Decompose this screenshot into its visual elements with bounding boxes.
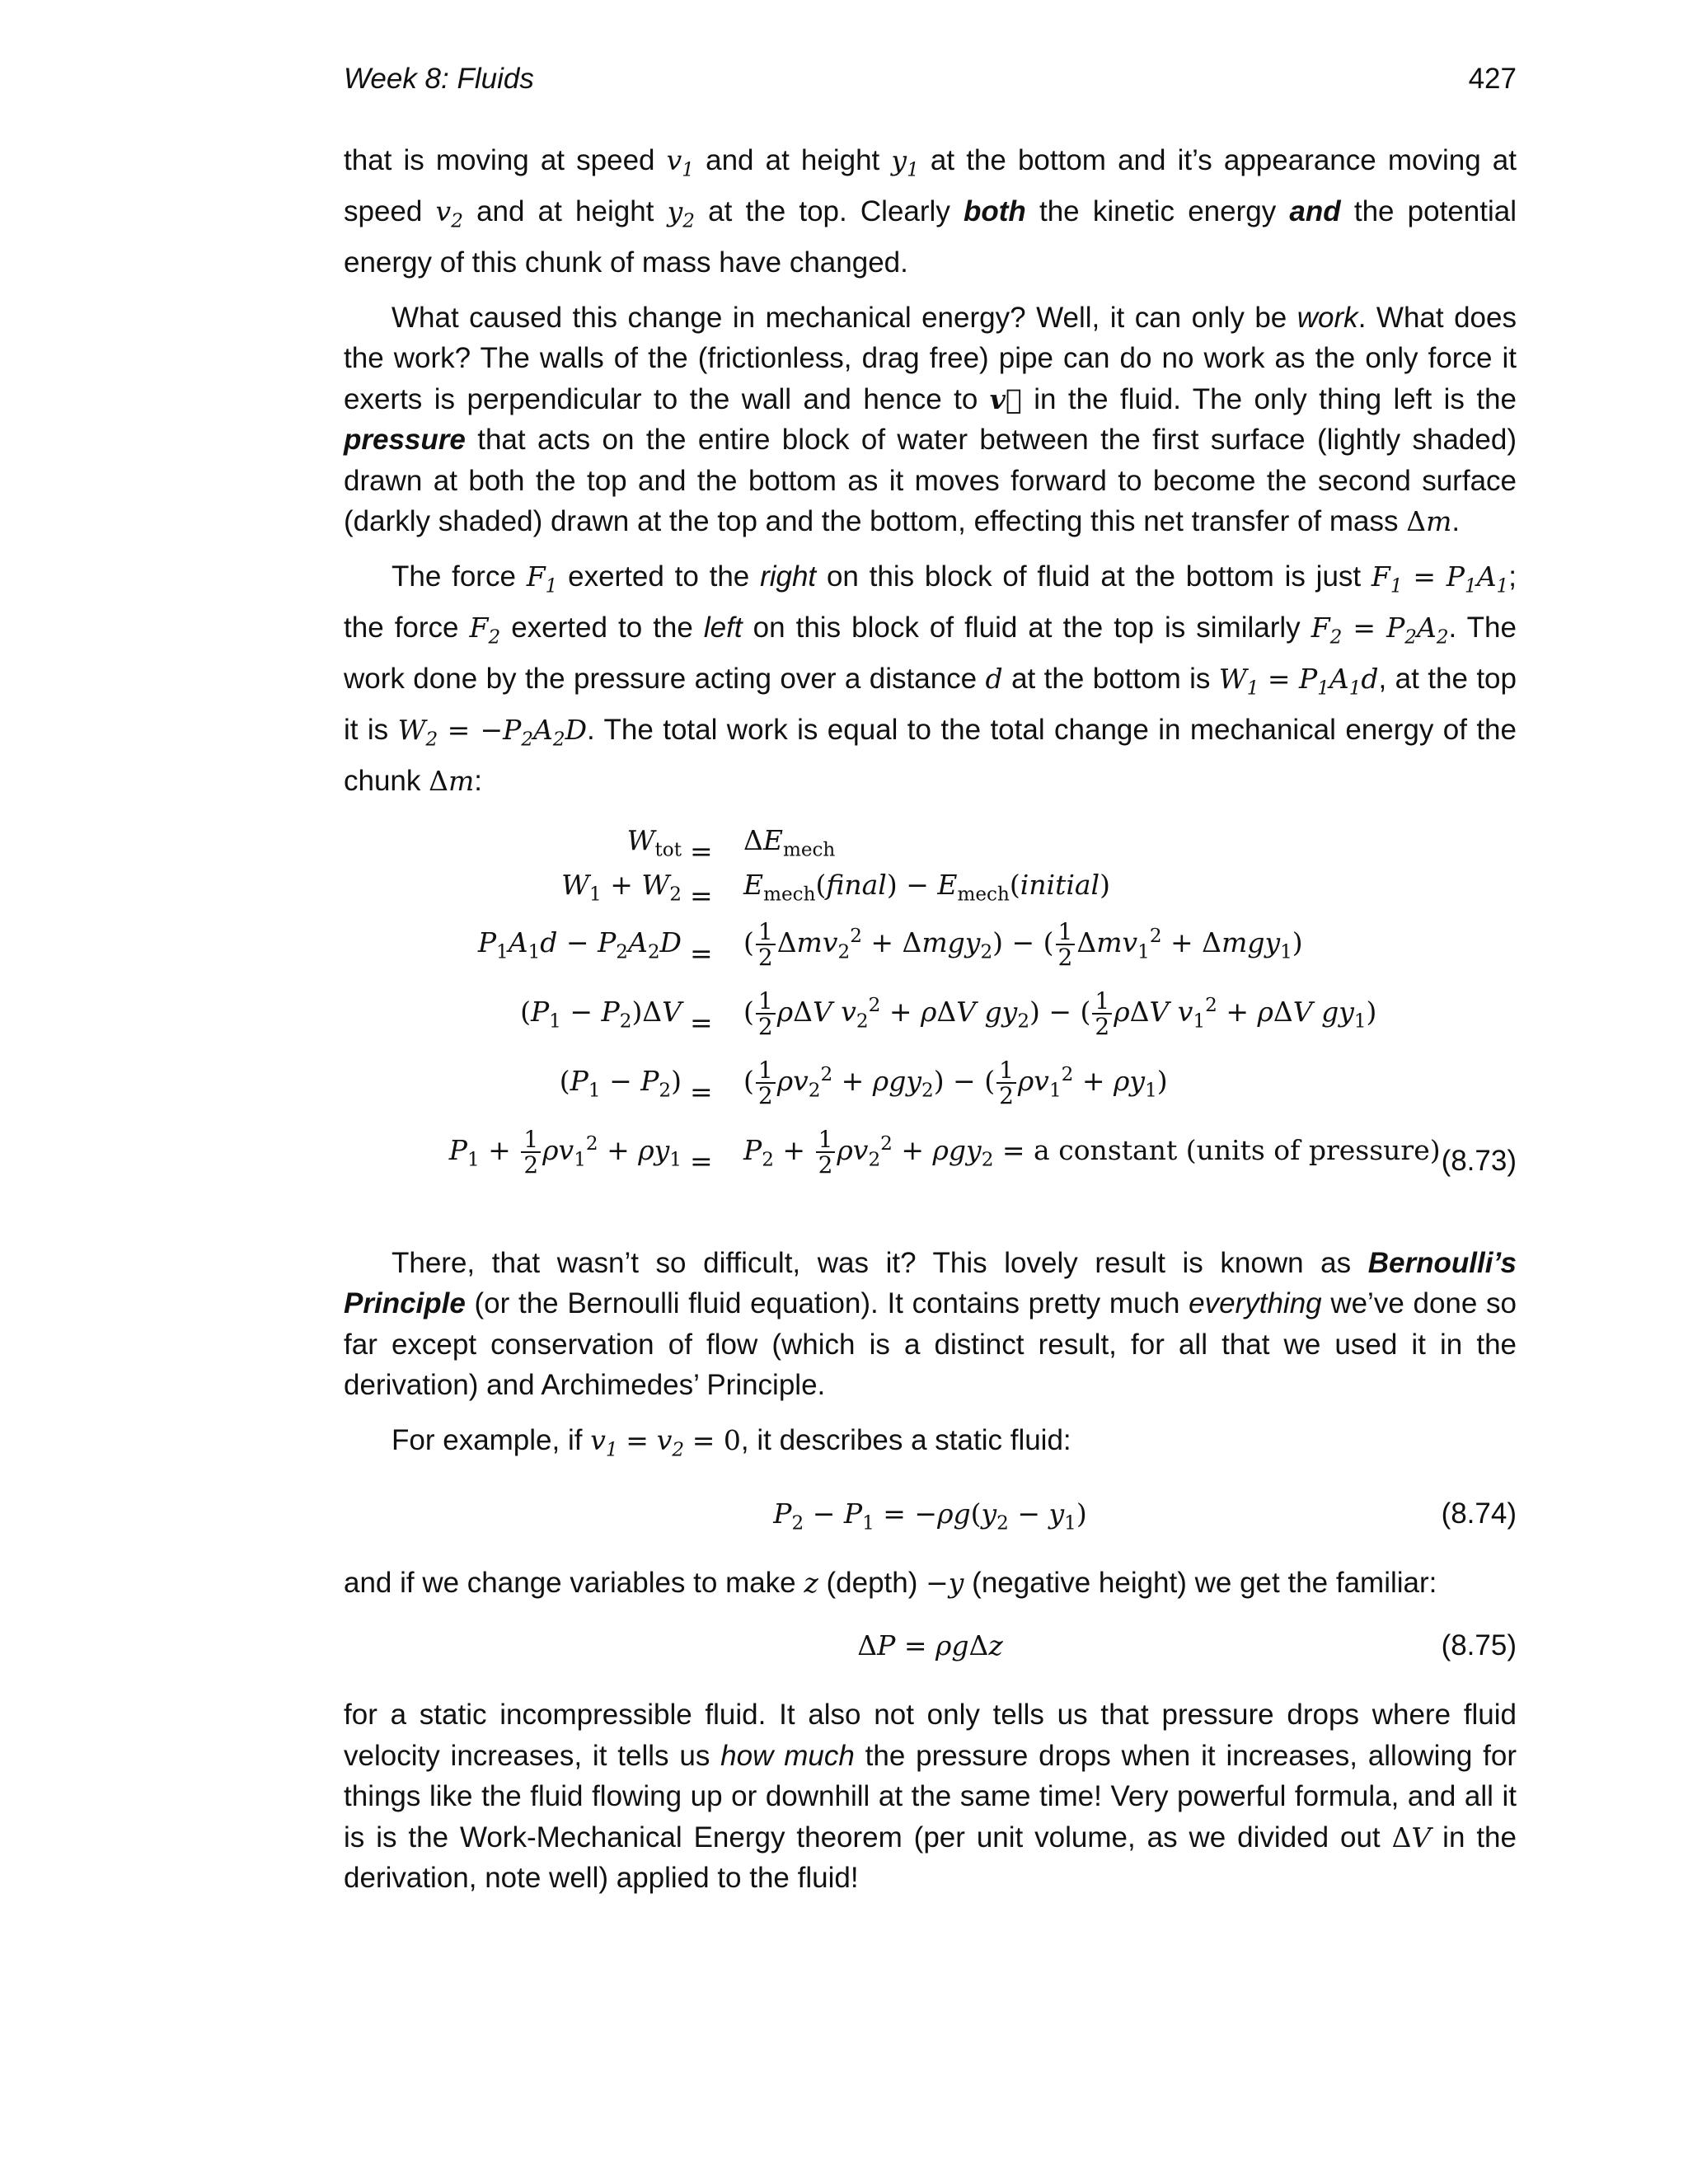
equation-8-74: $P_2 - P_1 = -\rho g(y_2 - y_1)$ (8.74) (344, 1485, 1517, 1546)
paragraph-1: that is moving at speed $v_1$ and at height $y_1$ at the bottom and it’s appearance moving at speed $v_2$ and at height $y_2$ at the top. Clearly both the kinetic energy and the potential energy of this chunk of mass have changed. (344, 144, 1517, 279)
paragraph-7: for a static incompressible fluid. It also not only tells us that pressure drops where fluid velocity increases, it tells us how much the pressure drops when it increases, allowing for things like the fluid flowing up or downhill at the same time! Very powerful formula, and all it is is the Work-Mechanical Energy theorem (per unit volume, as we divided out ΔV in the derivation, note well) applied to the fluid! (344, 1699, 1517, 1895)
paragraph-6: and if we change variables to make z (depth) −y (negative height) we get the familiar: (344, 1566, 1437, 1599)
equation-number-8-74: (8.74) (1441, 1497, 1517, 1530)
page-number: 427 (1468, 63, 1517, 95)
equation-number-8-75: (8.75) (1441, 1629, 1517, 1662)
page-header (344, 63, 1517, 104)
equation-line-2: $W_1 + W_2$ = $E_{mech}(final)$ − $E_{mech}(initial)$ (561, 869, 1110, 912)
paragraph-4: There, that wasn’t so difficult, was it? This lovely result is known as Bernoulli’s Principle (or the Bernoulli fluid equation). It contains pretty much everything we’ve done so far except conservation of flow (which is a distinct result, for all that we used it in the derivation) and Archimedes’ Principle. (344, 1246, 1517, 1402)
paragraph-3: The force $F_1$ exerted to the right on this block of fluid at the bottom is just $F_1 = P_1A_1$; the force $F_2$ exerted to the left on this block of fluid at the top is similarly $F_2 = P_2A_2$. The work done by the pressure acting over a distance d at the bottom is $W_1 = P_1A_1d$, at the top it is $W_2 = -P_2A_2D$. The total work is equal to the total change in mechanical energy of the chunk Δm: (344, 560, 1517, 798)
constant-text: a constant (units of pressure) (1034, 1134, 1441, 1167)
equation-8-75: ΔP = ρgΔz (8.75) (344, 1617, 1517, 1678)
page-body (344, 140, 1517, 1913)
equation-line-6: $P_1$ + $\frac{1}{2}$ $\rho v_1^2 + \rho y_1$ = $P_2$ + $\frac{1}{2}$ $\rho v_2^2 + \rho gy_2 = a$ constant (units of pressure) (8.73) (344, 1132, 1517, 1190)
running-title: Week 8: Fluids (344, 63, 534, 95)
equation-line-5: $(P_1 - P_2)$ = ( $\frac{1}{2}$ $\rho v_2^2 + \rho gy_2$) − ( $\frac{1}{2}$ $\rho v_1^2 + \rho y_1$) (559, 1057, 1168, 1110)
equation-number-8-73: (8.73) (1441, 1145, 1517, 1178)
paragraph-5: For example, if $v_1 = v_2 = 0$, it describes a static fluid: (392, 1423, 1071, 1461)
equation-line-4: $(P_1 - P_2)\Delta V$ = ( $\frac{1}{2}$ ρΔV $v_2^2 + \rho\Delta V$ $gy_2$) − ( $\frac{1}{2}$ ρΔV $v_1^2 + \rho\Delta V$ $gy_1$) (520, 987, 1377, 1041)
equation-line-3: $P_1A_1d - P_2A_2D$ = ( $\frac{1}{2}$ Δmv$_2^2$ + Δmgy$_2$) − ( $\frac{1}{2}$ Δmv$_1^2$ + Δmgy$_1$) (477, 918, 1303, 972)
equation-array-8-73 (344, 823, 1517, 1210)
equation-line-1: $W_{tot}$ = $\Delta E_{mech}$ (626, 824, 836, 868)
paragraph-2: What caused this change in mechanical energy? Well, it can only be work. What does the work? The walls of the (frictionless, drag free) pipe can do no work as the only force it exerts is perpendicular to the wall and hence to v⃗ in the fluid. The only thing left is the pressure that acts on the entire block of water between the first surface (lightly shaded) drawn at both the top and the bottom as it moves forward to become the second surface (darkly shaded) drawn at the top and the bottom, effecting this net transfer of mass Δm. (344, 301, 1517, 538)
